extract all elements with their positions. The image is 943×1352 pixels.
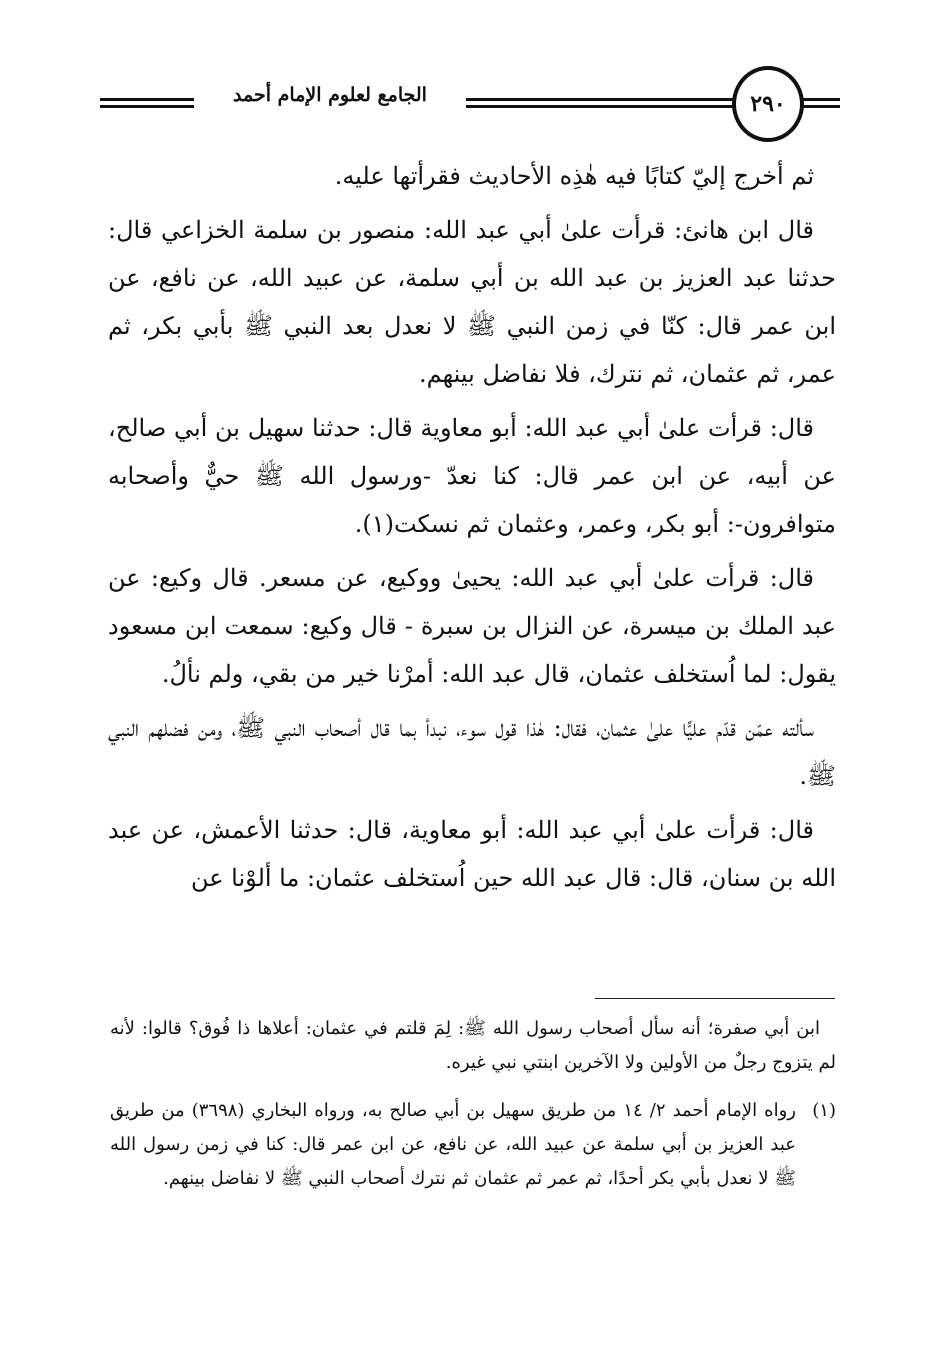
paragraph: قال ابن هانئ: قرأت علىٰ أبي عبد الله: منصور بن سلمة الخزاعي قال: حدثنا عبد العزيز بن عبد الله بن أبي سلمة، عن عبيد الله، عن نافع، عن ابن عمر قال: كنّا في زمن النبي ﷺ لا نعدل بعد النبي ﷺ بأبي بكر، ثم عمر، ثم عثمان، ثم نترك، فلا نفاضل بينهم.: [108, 216, 836, 388]
main-text: [108, 152, 836, 908]
footnote-separator: [595, 998, 835, 999]
footnote-item: [110, 1094, 836, 1196]
page-number: ٢٩٠: [750, 91, 786, 117]
paragraph: قال: قرأت علىٰ أبي عبد الله: يحيىٰ ووكيع، عن مسعر. قال وكيع: عن عبد الملك بن ميسرة، عن النزال بن سبرة - قال وكيع: سمعت ابن مسعود يقول: لما اُستخلف عثمان، قال عبد الله: أمرْنا خير من بقي، ولم نألُ.: [108, 564, 836, 688]
header-double-rule-middle: [466, 98, 734, 108]
footnotes: [110, 1012, 836, 1196]
paragraph: ثم أخرج إليّ كتابًا فيه هٰذِه الأحاديث فقرأتها عليه.: [334, 162, 814, 190]
page-header: [100, 66, 840, 142]
paragraph: قال: قرأت علىٰ أبي عبد الله: أبو معاوية، قال: حدثنا الأعمش، عن عبد الله بن سنان، قال: قال عبد الله حين اُستخلف عثمان: ما ألوْنا عن: [108, 816, 836, 892]
header-double-rule-left: [100, 98, 194, 108]
paragraph: قال: قرأت علىٰ أبي عبد الله: أبو معاوية قال: حدثنا سهيل بن أبي صالح، عن أبيه، عن ابن عمر قال: كنا نعدّ -ورسول الله ﷺ حيٌّ وأصحابه متوافرون-: أبو بكر، وعمر، وعثمان ثم نسكت(١).: [108, 414, 836, 538]
footnote-continuation: ابن أبي صفرة؛ أنه سأل أصحاب رسول الله ﷺ: لِمَ قلتم في عثمان: أعلاها ذا فُوق؟ قالوا: لأنه لم يتزوج رجلٌ من الأولين ولا الآخرين ابنتي نبي غيره.: [110, 1018, 836, 1073]
header-double-rule-right: [802, 98, 840, 108]
footnote-number: (١): [812, 1100, 836, 1121]
footnote-text: رواه الإمام أحمد ٢/ ١٤ من طريق سهيل بن أبي صالح به، ورواه البخاري (٣٦٩٨) من طريق عبد العزيز بن أبي سلمة عن عبيد الله، عن نافع، عن ابن عمر قال: كنا في زمن رسول الله ﷺ لا نعدل بأبي بكر أحدًا، ثم عمر ثم عثمان ثم نترك أصحاب النبي ﷺ لا نفاضل بينهم.: [110, 1100, 796, 1189]
paragraph: سألته عمّن قدّم عليًّا علىٰ عثمان، فقال: هٰذا قول سوء، نبدأ بما قال أصحاب النبي ﷺ، ومن فضلهم النبي ﷺ.: [108, 714, 836, 790]
page-number-badge: [732, 66, 804, 142]
running-title: الجامع لعلوم الإمام أحمد: [233, 84, 427, 106]
